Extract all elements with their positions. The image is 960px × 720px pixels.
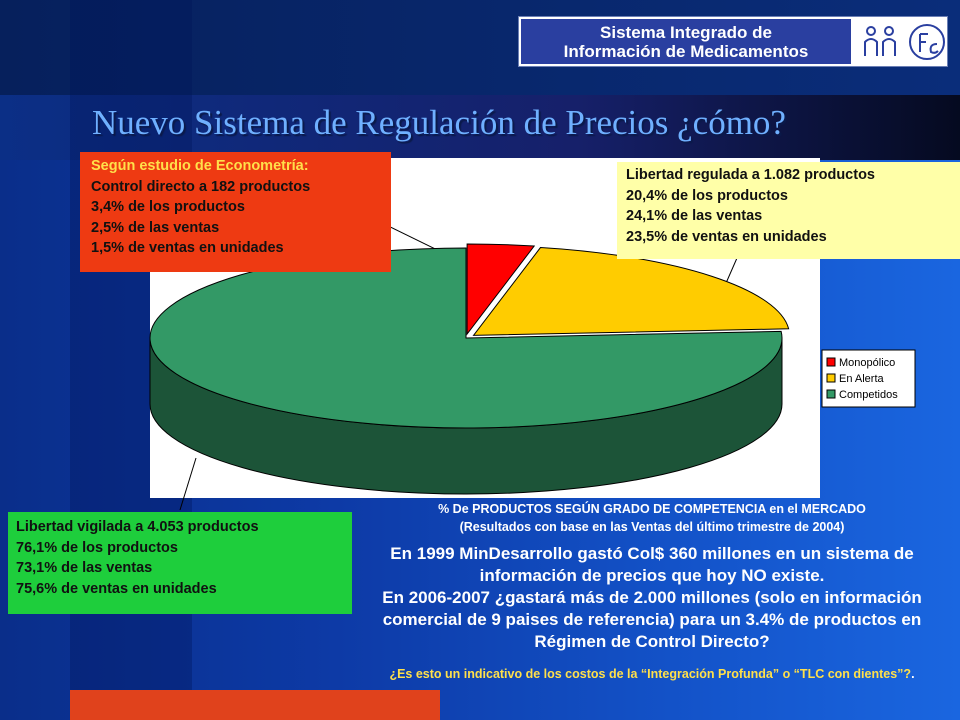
- libertad-regulada-box: [617, 162, 960, 259]
- page-title: Nuevo Sistema de Regulación de Precios ¿cómo?: [92, 103, 786, 142]
- question-text: ¿Es esto un indicativo de los costos de la “Integración Profunda” o “TLC con dientes”?: [389, 667, 912, 681]
- legend-label-en alerta: En Alerta: [839, 373, 884, 385]
- green-line-2: 76,1% de los productos: [16, 539, 178, 556]
- yellow-line-3: 24,1% de las ventas: [626, 208, 763, 224]
- econometria-heading: Según estudio de Econometría:: [91, 158, 309, 174]
- green-line-3: 73,1% de las ventas: [16, 560, 153, 576]
- yellow-line-2: 20,4% de los productos: [626, 187, 788, 204]
- legend-label-monopólico: Monopólico: [839, 357, 896, 369]
- yellow-line-1: Libertad regulada a 1.082 productos: [626, 167, 875, 183]
- commentary: [368, 543, 936, 653]
- green-line-4: 75,6% de ventas en unidades: [16, 580, 217, 597]
- libertad-vigilada-box: [8, 512, 352, 614]
- green-line-1: Libertad vigilada a 4.053 productos: [16, 519, 259, 535]
- red-line-1: Control directo a 182 productos: [91, 178, 311, 195]
- yellow-line-4: 23,5% de ventas en unidades: [626, 228, 827, 245]
- legend-swatch-competidos: [827, 390, 835, 398]
- commentary-2006: En 2006-2007 ¿gastará más de 2.000 millones (solo en información comercial de 9 paises de referencia) para un 3.4% de productos en Régimen de Control Directo?: [382, 588, 922, 651]
- question-end: .: [911, 667, 915, 681]
- logo-line-1: Sistema Integrado de: [600, 22, 772, 42]
- chart-title: % De PRODUCTOS SEGÚN GRADO DE COMPETENCIA en el MERCADO: [438, 502, 866, 516]
- legend-swatch-monopólico: [827, 358, 835, 366]
- legend-label-competidos: Competidos: [839, 389, 898, 401]
- chart-caption: [368, 500, 936, 536]
- logo-line-2: Información de Medicamentos: [563, 41, 809, 61]
- control-directo-box: [80, 152, 391, 272]
- red-line-3: 2,5% de las ventas: [91, 219, 220, 236]
- chart-subtitle: (Resultados con base en las Ventas del último trimestre de 2004): [459, 520, 845, 534]
- red-line-2: 3,4% de los productos: [91, 199, 245, 215]
- chart-legend: [822, 350, 915, 407]
- red-line-4: 1,5% de ventas en unidades: [91, 240, 284, 256]
- commentary-1999: En 1999 MinDesarrollo gastó Col$ 360 millones en un sistema de información de precios que hoy NO existe.: [390, 544, 914, 585]
- closing-question: [368, 665, 936, 683]
- legend-swatch-en alerta: [827, 374, 835, 382]
